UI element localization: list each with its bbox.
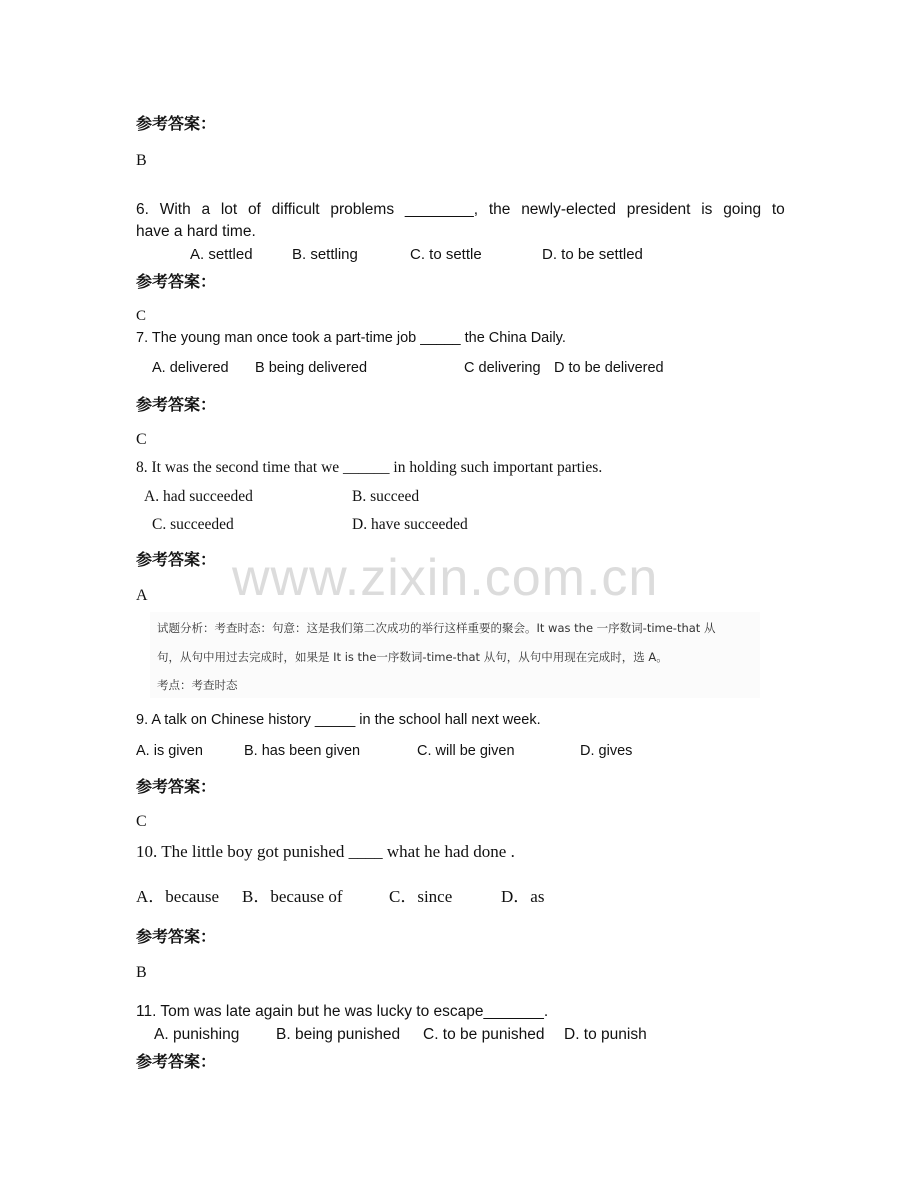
answer-value: C [136, 308, 147, 324]
option-b: B. succeed [352, 488, 420, 505]
option-b: B being delivered [255, 360, 368, 376]
option-a: A. settled [190, 246, 253, 263]
option-c: C. to be punished [423, 1026, 545, 1043]
word: difficult [271, 201, 320, 218]
word: ________, [404, 201, 479, 218]
word: newly-elected [521, 201, 616, 218]
answer-value: A [136, 587, 148, 604]
word: lot [220, 201, 238, 218]
answer-label: 参考答案： [136, 272, 217, 291]
word: With [159, 201, 191, 218]
option-a: A．because [136, 887, 220, 906]
answer-value: C [136, 431, 147, 448]
answer-value: B [136, 152, 147, 169]
option-a: A. had succeeded [144, 488, 253, 505]
option-c: C. to settle [410, 246, 482, 263]
option-b: B. has been given [244, 743, 361, 759]
option-d: D. to punish [564, 1026, 647, 1043]
answer-label: 参考答案： [136, 1052, 217, 1071]
answer-value: C [136, 813, 147, 830]
analysis-line: 考点：考查时态 [157, 678, 238, 692]
answer-value: B [136, 964, 147, 981]
option-d: D. to be settled [542, 246, 643, 263]
option-d: D. have succeeded [352, 516, 468, 533]
word: is [701, 201, 713, 218]
option-b: B．because of [242, 887, 343, 906]
word: going [723, 201, 762, 218]
option-d: D to be delivered [554, 360, 664, 376]
answer-label: 参考答案： [136, 777, 217, 796]
option-c: C. will be given [417, 743, 515, 759]
watermark: www.zixin.com.cn [232, 549, 659, 607]
word: a [201, 201, 211, 218]
question-9: 9. A talk on Chinese history _____ in the school hall next week. [136, 712, 541, 728]
answer-label: 参考答案： [136, 550, 217, 569]
option-d: D．as [501, 887, 545, 906]
option-c: C delivering [464, 360, 541, 376]
question-7: 7. The young man once took a part-time job _____ the China Daily. [136, 330, 566, 346]
answer-label: 参考答案： [136, 114, 217, 133]
word: 6. [136, 201, 149, 218]
analysis-line: 句，从句中用过去完成时，如果是 It is the一序数词-time-that 从句，从句中用现在完成时，选 A。 [157, 650, 668, 664]
question-6-line-2: have a hard time. [136, 223, 256, 240]
option-c: C. succeeded [152, 516, 234, 533]
option-b: B. settling [292, 246, 358, 263]
word: problems [330, 201, 395, 218]
analysis-box [150, 612, 760, 698]
option-d: D. gives [580, 743, 633, 759]
option-a: A. punishing [154, 1026, 240, 1043]
option-b: B. being punished [276, 1026, 401, 1043]
question-10: 10. The little boy got punished ____ what he had done . [136, 842, 515, 861]
word: the [488, 201, 511, 218]
answer-label: 参考答案： [136, 927, 217, 946]
word: to [771, 201, 785, 218]
option-a: A. delivered [152, 360, 229, 376]
answer-label: 参考答案： [136, 395, 217, 414]
question-8: 8. It was the second time that we ______ in holding such important parties. [136, 459, 603, 476]
word: of [247, 201, 261, 218]
question-6-line-1 [136, 201, 785, 219]
analysis-line: 试题分析：考查时态：句意：这是我们第二次成功的举行这样重要的聚会。It was the 一序数词-time-that 从 [157, 621, 716, 635]
question-11: 11. Tom was late again but he was lucky to escape_______. [136, 1003, 549, 1020]
option-a: A. is given [136, 743, 203, 759]
option-c: C．since [389, 887, 453, 906]
word: president [626, 201, 691, 218]
